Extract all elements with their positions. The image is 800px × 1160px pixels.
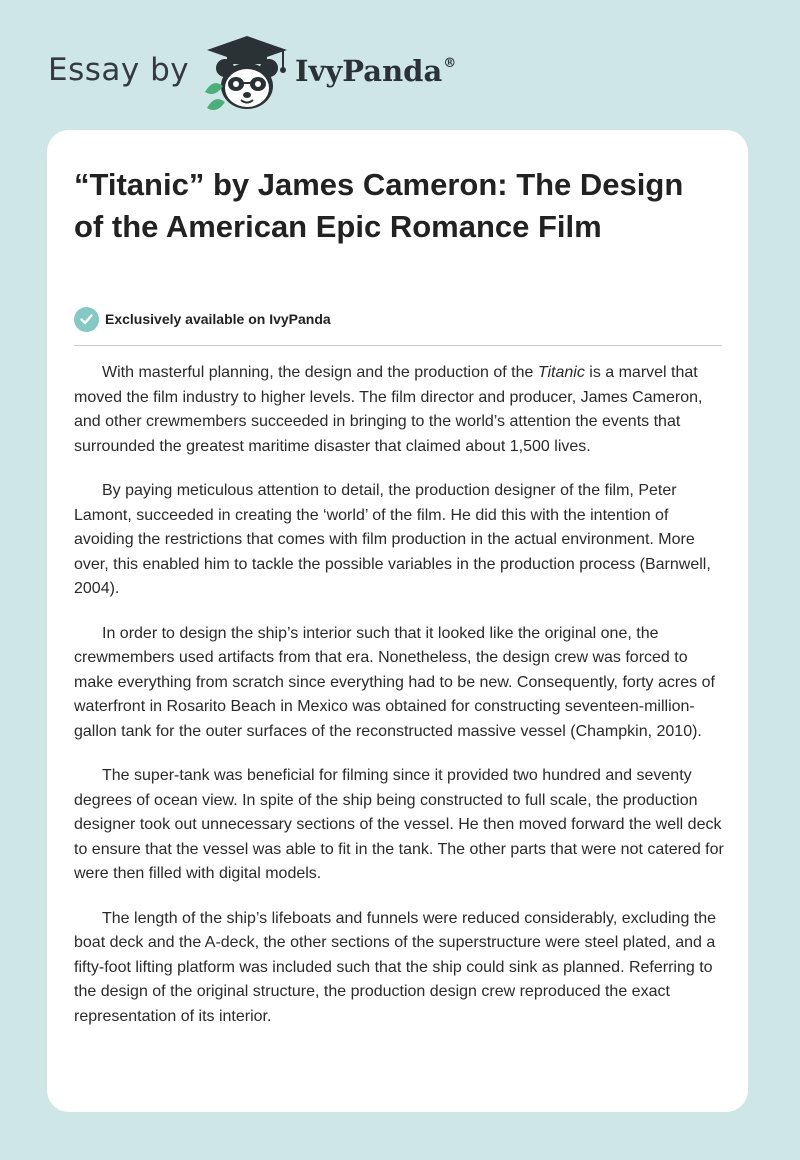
exclusive-badge (74, 306, 331, 332)
essay-body (74, 361, 724, 1049)
exclusive-label: Exclusively available on IvyPanda (105, 311, 331, 327)
panda-graduate-icon (203, 34, 291, 112)
essay-by-label: Essay by (48, 52, 190, 88)
film-title-italic: Titanic (537, 364, 585, 381)
paragraph-1 (74, 361, 724, 459)
paragraph-3: In order to design the ship’s interior such that it looked like the original one, the crewmembers used artifacts from that era. Nonetheless, the design crew was forced to make everything from scratch since everything had to be new. Consequently, forty acres of waterfront in Rosarito Beach in Mexico was obtained for constructing seventeen-million-gallon tank for the outer surfaces of the reconstructed massive vessel (Champkin, 2010). (74, 624, 715, 740)
registered-mark: ® (443, 56, 457, 71)
divider (74, 345, 722, 346)
paragraph-1-after: is a marvel that moved the film industry to higher levels. The film director and producer, James Cameron, and other crewmembers succeeded in bringing to the world’s attention the events that surrounded the greatest maritime disaster that claimed about 1,500 lives. (74, 364, 703, 455)
essay-card (47, 130, 748, 1112)
brand-text: IvyPanda (295, 54, 443, 88)
check-circle-icon (74, 307, 99, 332)
essay-title: “Titanic” by James Cameron: The Design of the American Epic Romance Film (74, 167, 684, 244)
paragraph-4: The super-tank was beneficial for filming since it provided two hundred and seventy degrees of ocean view. In spite of the ship being constructed to full scale, the production designer took out unnecessary sections of the vessel. He then moved forward the well deck to ensure that the vessel was able to fit in the tank. The other parts that were not catered for were then filled with digital models. (74, 767, 724, 882)
paragraph-2: By paying meticulous attention to detail, the production designer of the film, Peter Lamont, succeeded in creating the ‘world’ of the film. He did this with the intention of avoiding the restrictions that comes with film production in the actual environment. More over, this enabled him to tackle the possible variables in the production process (Barnwell, 2004). (74, 482, 711, 597)
paragraph-1-before: With masterful planning, the design and the production of the (102, 364, 538, 381)
paragraph-5: The length of the ship’s lifeboats and funnels were reduced considerably, excluding the boat deck and the A-deck, the other sections of the superstructure were steel plated, and a fifty-foot lifting platform was included such that the ship could sink as planned. Referring to the design of the original structure, the production design crew reproduced the exact representation of its interior. (74, 909, 717, 1025)
site-header (48, 30, 548, 110)
brand-name (295, 54, 456, 88)
